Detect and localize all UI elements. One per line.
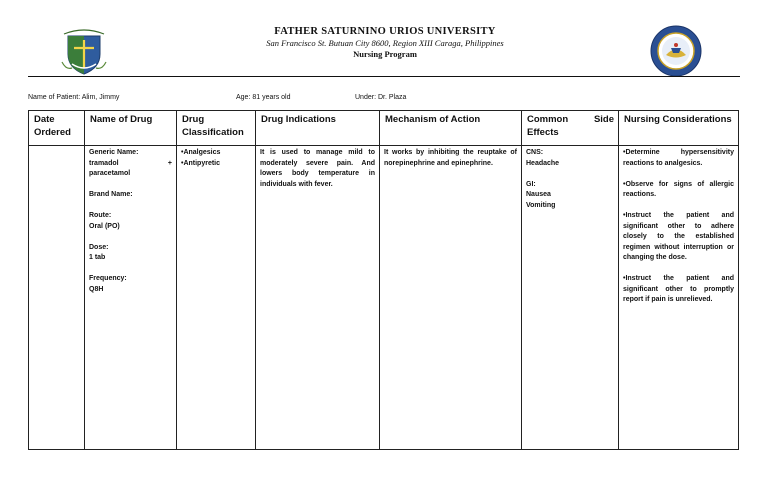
- cns-label: CNS:: [526, 149, 544, 156]
- document-header: [200, 26, 570, 60]
- generic-name-part-1: tramadol: [89, 159, 119, 167]
- program-name: Nursing Program: [353, 49, 417, 59]
- gi-effect: Vomiting: [526, 201, 556, 209]
- university-crest-logo: [58, 24, 110, 76]
- university-name: FATHER SATURNINO URIOS UNIVERSITY: [274, 26, 496, 37]
- header-drug-classification: Drug Classification: [177, 111, 256, 146]
- nursing-consideration-item: •Observe for signs of allergic reactions.: [623, 180, 734, 198]
- header-date-ordered: Date Ordered: [29, 111, 85, 146]
- patient-age: Age: 81 years old: [236, 94, 291, 101]
- header-side-effects-word-1: Common: [527, 114, 569, 125]
- table-header-row: [29, 111, 739, 146]
- dose-label: Dose:: [89, 243, 109, 251]
- header-mechanism-of-action: Mechanism of Action: [380, 111, 522, 146]
- classification-item: •Antipyretic: [181, 159, 221, 167]
- header-name-of-drug: Name of Drug: [85, 111, 177, 146]
- patient-name: Name of Patient: Alim, Jimmy: [28, 94, 120, 101]
- university-address: San Francisco St. Butuan City 8600, Region XIII Caraga, Philippines: [266, 38, 504, 48]
- route-value: Oral (PO): [89, 222, 120, 230]
- header-common-side-effects: [522, 111, 619, 146]
- nursing-consideration-item: •Determine hypersensitivity reactions to analgesics.: [623, 149, 734, 167]
- cell-mechanism-of-action: It works by inhibiting the reuptake of norepinephrine and epinephrine.: [380, 146, 522, 450]
- attending-doctor: Under: Dr. Plaza: [355, 94, 407, 101]
- cell-date-ordered: [29, 146, 85, 450]
- nursing-consideration-item: •Instruct the patient and significant other to adhere closely to the established regimen without interruption or changing the dose.: [623, 212, 734, 261]
- cell-nursing-considerations: [619, 146, 739, 450]
- gi-effect: Nausea: [526, 191, 551, 198]
- dose-value: 1 tab: [89, 254, 106, 261]
- header-drug-indications: Drug Indications: [256, 111, 380, 146]
- generic-name-part-2: paracetamol: [89, 170, 131, 177]
- classification-item: •Analgesics: [181, 149, 221, 156]
- frequency-label: Frequency:: [89, 275, 127, 282]
- header-side-effects-word-2: Side: [593, 114, 614, 125]
- header-divider: [28, 76, 740, 77]
- nursing-consideration-item: •Instruct the patient and significant other to promptly report if pain is unrelieved.: [623, 275, 734, 303]
- cell-side-effects: [522, 146, 619, 450]
- cell-name-of-drug: [85, 146, 177, 450]
- table-row: [29, 146, 739, 450]
- header-nursing-considerations: Nursing Considerations: [619, 111, 739, 146]
- header-side-effects-word-3: Effects: [527, 127, 559, 138]
- cell-drug-classification: [177, 146, 256, 450]
- route-label: Route:: [89, 212, 112, 219]
- cns-effect: Headache: [526, 159, 560, 167]
- drug-study-table: [28, 110, 739, 450]
- nursing-program-seal: [649, 24, 703, 78]
- gi-label: GI:: [526, 180, 536, 188]
- generic-name-plus: +: [167, 159, 172, 167]
- cell-drug-indications: It is used to manage mild to moderately severe pain. And lowers body temperature in individuals with fever.: [256, 146, 380, 450]
- frequency-value: Q8H: [89, 285, 104, 293]
- generic-name-label: Generic Name:: [89, 149, 139, 156]
- brand-name-label: Brand Name:: [89, 191, 133, 198]
